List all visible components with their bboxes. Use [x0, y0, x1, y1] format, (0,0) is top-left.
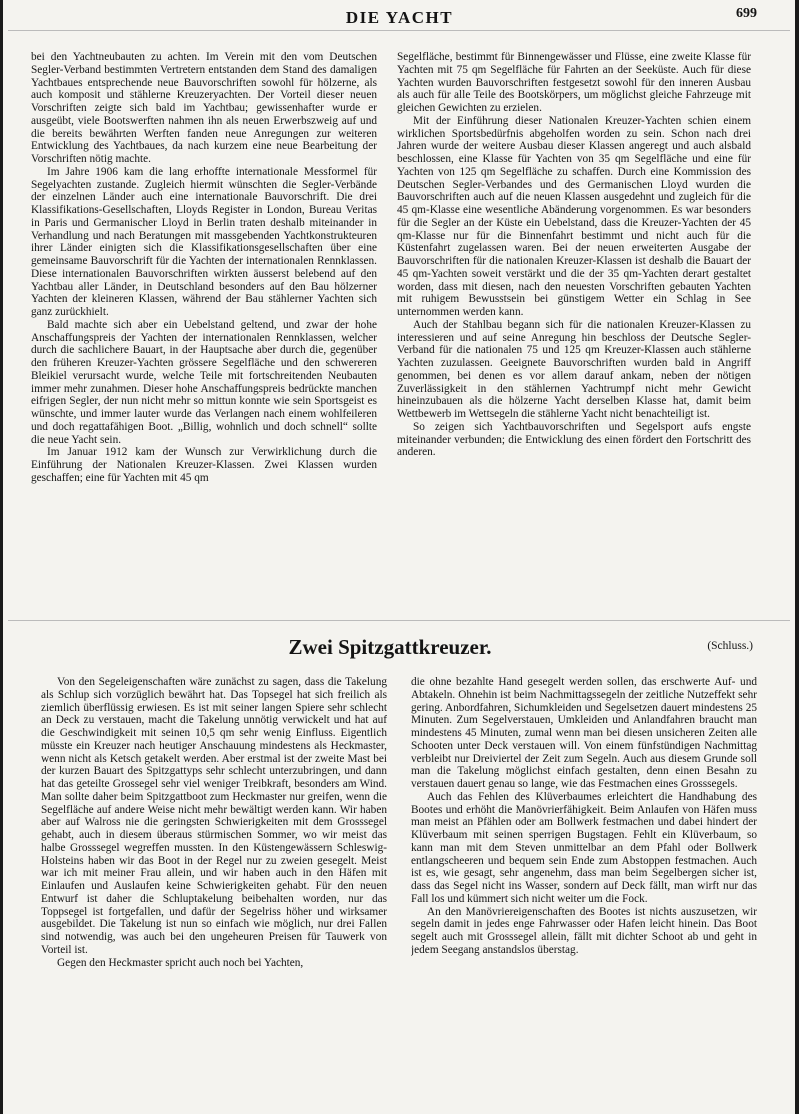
upper-right-column [397, 51, 751, 609]
paragraph: Auch das Fehlen des Klüverbaumes erleichtert die Handhabung des Bootes und erhöht die Manövrierfähigkeit. Beim Anlaufen von Häfen muss man meist an Pfählen oder am Bollwerk festmachen und dabei hindert der Klüverbaum mit seinen sperrigen Bugstagen. Fehlt ein Klüverbaum, so kann man mit dem Steven unmittelbar an dem Pfahl oder Bollwerk entlangscheeren und bequem sein Ende zum Abstoppen festmachen. Auch ist es, wie gesagt, sehr angenehm, dass man beim Segelbergen sicher ist, dass das Segel nicht ins Wasser, sondern auf Deck fällt, man wirft nur das Fall los und kümmert sich nicht weiter um die Fock. [411, 790, 757, 905]
paragraph: Mit der Einführung dieser Nationalen Kreuzer-Yachten schien einem wirklichen Sportsbedürfnis abgeholfen worden zu sein. Schon nach drei Jahren wurde der weitere Ausbau dieser Klassen angeregt und auch alsbald beschlossen, eine Klasse für Yachten von 35 qm Segelfläche und eine für Yachten von 125 qm Segelfläche zu schaffen. Durch eine Kommission des Deutschen Segler-Verbandes und des Germanischen Lloyd wurden die Bauvorschriften auch auf die neuen Klassen ausgedehnt und zugleich für die 45 qm-Klasse eine wesentliche Abänderung vorgenommen. Es war besonders für die Segler an der Küste ein Uebelstand, dass die Kreuzer-Yachten der 45 qm-Klasse nur für die Binnenfahrt bestimmt und nicht auch für die Küstenfahrt zugelassen waren. Bei der neuen erweiterten Ausgabe der Bauvorschriften für die nationalen Kreuzer-Klassen ist deshalb die Bauart der 45 qm-Yachten soweit verstärkt und die der 35 qm-Yachten derart gestaltet worden, dass mit diesen, nach den neuesten Vorschriften gebauten Yachten mit ruhigem Bewusstsein bei günstigem Wetter ein Schlag in See unternommen werden kann. [397, 114, 751, 318]
article-left-column [41, 676, 387, 1088]
paragraph: An den Manövriereigenschaften des Bootes ist nichts auszusetzen, wir segeln damit in jedes enge Fahrwasser oder Hafen leicht hinein. Das Boot segelt auch mit Grosssegel allein, fällt mit dichter Schoot ab und geht in jedem Seegang anstandslos überstag. [411, 905, 757, 956]
upper-left-column [31, 51, 377, 609]
article-continuation-note: (Schluss.) [707, 640, 753, 652]
paragraph: bei den Yachtneubauten zu achten. Im Verein mit den vom Deutschen Segler-Verband bestimmten Vertretern entstanden dem Stand des damaligen Yachtbaues entsprechende neue Bauvorschriften sowohl für hölzerne, als auch komposit und stählerne Kreuzeryachten. Der Vorteil dieser neuen Vorschriften zeigte sich bald im Yachtbau; gewissenhafter wurde er ausgeübt, viele Bootswerften nahmen ihn als neuen Erwerbszweig auf und die bereits bewährten Werften fanden neue Anregungen zur weiteren Entwicklung des Yachtbaues, da nach kurzem eine neue Bearbeitung der Vorschriften nötig machte. [31, 51, 377, 165]
section-divider [8, 620, 790, 621]
paragraph: So zeigen sich Yachtbauvorschriften und Segelsport aufs engste miteinander verbunden; die Entwicklung des einen fördert den Fortschritt des anderen. [397, 420, 751, 459]
page-number: 699 [736, 6, 757, 21]
paragraph: die ohne bezahlte Hand gesegelt werden sollen, das erschwerte Auf- und Abtakeln. Ohnehin ist beim Nachmittagssegeln der zeitliche Nutzeffekt sehr gering. Anbordfahren, Sichumkleiden und Segelsetzen dauert mindestens 25 Minuten. Zum Segelverstauen, Umkleiden und Anlandfahren braucht man mindestens 45 Minuten, zumal wenn man bei diesen unsicheren Zeiten alle Schooten unter Deck verstauen will. Von einem fünfstündigen Nachmittag verbleibt nur Dreiviertel der Zeit zum Segeln. Auch aus diesem Grunde soll man die Takelung möglichst einfach gestalten, denn einen Besahn zu verstauen dauert genau so lange, wie das Festmachen eines Grosssegels. [411, 676, 757, 790]
paragraph: Segelfläche, bestimmt für Binnengewässer und Flüsse, eine zweite Klasse für Yachten mit 75 qm Segelfläche für Fahrten an der Seeküste. Auch für diese Yachten wurden Bauvorschriften festgesetzt sowohl für den inneren Ausbau als auch für alle Teile des Bootskörpers, um möglichst gleiche Fahrzeuge mit gleichen Gewichten zu erzielen. [397, 51, 751, 114]
scan-edge-left [0, 0, 3, 1114]
paragraph: Im Januar 1912 kam der Wunsch zur Verwirklichung durch die Einführung der Nationalen Kreuzer-Klassen. Zwei Klassen wurden geschaffen; eine für Yachten mit 45 qm [31, 446, 377, 484]
paragraph: Im Jahre 1906 kam die lang erhoffte internationale Messformel für Segelyachten zustande. Zugleich hiermit wünschten die Segler-Verbände der einzelnen Länder auch eine internationale Bauvorschrift. Die drei Klassifikations-Gesellschaften, Lloyds Register in London, Bureau Veritas in Paris und Germanischer Lloyd in Berlin traten deshalb miteinander in Verhandlung und nach Beratungen mit massgebenden Yachtkonstrukteuren ihrer Länder einigten sich die Klassifikationsgesellschaften über eine gemeinsame Bauvorschrift für die Yachten der internationalen Rennklassen. Diese internationalen Bauvorschriften wirkten äusserst belebend auf den Yachtbau aller Länder, in Deutschland besonders auf den Bau hölzerner Yachten der kleineren Klassen, während der Bau stählerner Yachten sich ganz zurückhielt. [31, 165, 377, 318]
paragraph: Von den Segeleigenschaften wäre zunächst zu sagen, dass die Takelung als Schlup sich vorzüglich bewährt hat. Das Topsegel hat sich freilich als ziemlich überflüssig erwiesen. Es ist mit seiner langen Spiere sehr schlecht an Deck zu verstauen, macht die Takelung unnötig verwickelt und hat auf die Geschwindigkeit mit seinen 10,5 qm sehr wenig Einfluss. Eigentlich müsste ein Kreuzer nach heutiger Anschauung mindestens als Heckmaster, wenn nicht als Ketsch getakelt werden. Aber erstmal ist der zweite Mast bei der kurzen Bauart des Spitzgattyps sehr schlecht unterzubringen, und dann hat das geteilte Grossegel sehr viel weniger Treibkraft, besonders am Wind. Man sollte daher beim Spitzgattboot zum Heckmaster nur greifen, wenn die Segelfläche auf andere Weise nicht mehr bewältigt werden kann. Wir haben aber auf Walross nie die geringsten Schwierigkeiten mit dem Grosssegel gehabt, auch in diesem überaus stürmischen Sommer, wo wir meist das halbe Grosssegel wegreffen mussten. In den Küstengewässern Schleswig-Holsteins haben wir das Boot in der Regel nur zu zweien gesegelt. Meist war ich mit meiner Frau allein, und wir haben auch in den Häfen mit Einlaufen und Auslaufen keine Schwierigkeiten gehabt. Für den neuen Entwurf ist daher die Schluptakelung beibehalten worden, nur das Toppsegel ist fortgefallen, und dafür der Segelriss höher und wirksamer ausgebildet. Die Takelung ist nun so einfach wie möglich, nur drei Fallen sind notwendig, was auch bei den ungeheuren Preisen für Tauwerk von Vorteil ist. [41, 676, 387, 956]
running-header-title: DIE YACHT [345, 8, 454, 27]
scan-edge-right [795, 0, 799, 1114]
header-rule [8, 30, 790, 31]
article-title: Zwei Spitzgattkreuzer. [288, 635, 492, 659]
paragraph: Bald machte sich aber ein Uebelstand geltend, und zwar der hohe Anschaffungspreis der Yachten der internationalen Rennklassen, welcher durch die sachlichere Bauart, in der Hauptsache aber durch die, gegenüber den früheren Kreuzer-Yachten grössere Segelfläche und den schwereren Bleikiel verursacht wurde, welche Teile mit fortschreitenden Neubauten immer mehr zunahmen. Dieser hohe Anschaffungspreis bedrückte manchen eifrigen Segler, der nun nicht mehr so mittun konnte wie sein Sportsgeist es wünschte, und immer lauter wurde das Verlangen nach einem wohlfeileren und doch regattafähigen Boot. „Billig, wohnlich und doch schnell“ sollte die neue Yacht sein. [31, 318, 377, 446]
paragraph: Auch der Stahlbau begann sich für die nationalen Kreuzer-Klassen zu interessieren und auf seine Anregung hin beschloss der Deutsche Segler-Verband für die nationalen 75 und 125 qm Kreuzer-Klassen auch stählerne Yachten zuzulassen. Geeignete Bauvorschriften wurden bald in Angriff genommen, bei denen es vor allem darauf ankam, neben der nötigen Zuverlässigkeit in den stählernen Yachtrumpf nicht mehr Gewicht hineinzubauen als die hölzerne Yacht derselben Klasse hat, damit beim Wettbewerb im Wettsegeln die stählerne Yacht nicht benachteiligt ist. [397, 318, 751, 420]
article-right-column [411, 676, 757, 1088]
paragraph: Gegen den Heckmaster spricht auch noch bei Yachten, [57, 956, 304, 969]
